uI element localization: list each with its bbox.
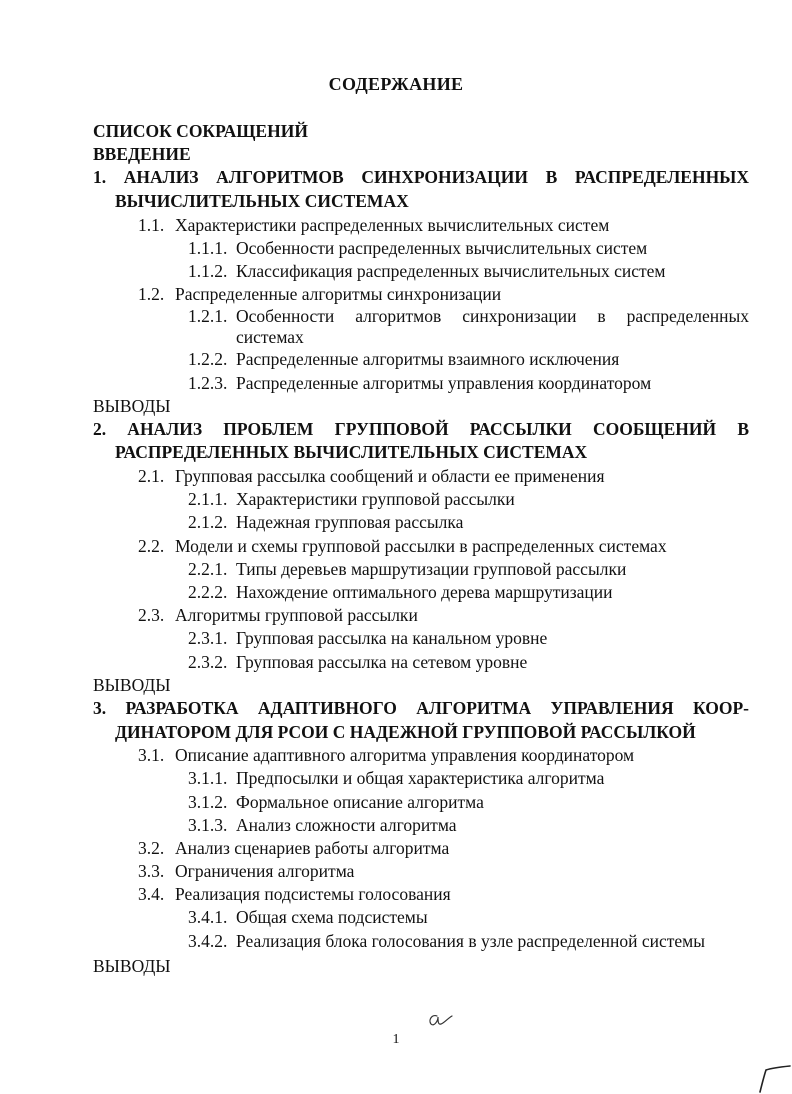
toc-section[interactable]	[93, 283, 749, 306]
subsection-number: 2.3.1.	[188, 628, 228, 649]
toc-section[interactable]	[93, 604, 749, 627]
toc-conclusions[interactable]: ВЫВОДЫ	[93, 674, 171, 695]
subsection-title: Нахождение оптимального дерева маршрутизации	[236, 582, 613, 602]
section-number: 3.4.	[138, 884, 165, 905]
subsection-number: 2.1.1.	[188, 489, 228, 510]
section-number: 3.2.	[138, 837, 165, 858]
subsection-title-line1: Особенности алгоритмов синхронизации в распределенных	[236, 306, 749, 327]
page-title: СОДЕРЖАНИЕ	[328, 74, 464, 94]
subsection-number: 2.2.1.	[188, 558, 228, 579]
toc-subsection[interactable]	[93, 558, 749, 581]
handwritten-initial-mark	[425, 1007, 455, 1033]
toc-introduction[interactable]: ВВЕДЕНИЕ	[93, 144, 191, 165]
chapter-title-line1: 3. РАЗРАБОТКА АДАПТИВНОГО АЛГОРИТМА УПРАВЛЕНИЯ КООР-	[93, 697, 749, 718]
section-title: Распределенные алгоритмы синхронизации	[175, 284, 502, 305]
toc-chapter-2[interactable]	[93, 418, 749, 465]
section-number: 3.1.	[138, 745, 165, 766]
toc-section[interactable]	[93, 837, 749, 860]
section-title: Описание адаптивного алгоритма управления координатором	[175, 745, 635, 766]
toc-section[interactable]	[93, 744, 749, 767]
subsection-number: 2.3.2.	[188, 651, 228, 672]
toc-subsection[interactable]	[93, 906, 749, 929]
subsection-title: Формальное описание алгоритма	[236, 791, 484, 812]
subsection-title: Типы деревьев маршрутизации групповой рассылки	[236, 558, 627, 579]
subsection-number: 3.4.2.	[188, 930, 228, 951]
chapter-title-line2: ВЫЧИСЛИТЕЛЬНЫХ СИСТЕМАХ	[115, 190, 409, 211]
subsection-title: Характеристики групповой рассылки	[236, 489, 515, 510]
subsection-number: 1.1.1.	[188, 237, 228, 258]
toc-subsection[interactable]	[93, 814, 749, 837]
toc-chapter-1[interactable]	[93, 166, 749, 213]
section-title: Групповая рассылка сообщений и области ее применения	[175, 466, 605, 487]
toc-section[interactable]	[93, 860, 749, 883]
subsection-title: Надежная групповая рассылка	[236, 512, 464, 533]
chapter-title-line1: 1. АНАЛИЗ АЛГОРИТМОВ СИНХРОНИЗАЦИИ В РАСПРЕДЕЛЕННЫХ	[93, 167, 749, 188]
toc-conclusions[interactable]: ВЫВОДЫ	[93, 395, 171, 416]
subsection-number: 1.2.2.	[188, 349, 228, 370]
toc-abbreviations[interactable]: СПИСОК СОКРАЩЕНИЙ	[93, 121, 308, 141]
section-number: 2.2.	[138, 535, 165, 556]
subsection-title: Распределенные алгоритмы взаимного исключения	[236, 349, 620, 370]
subsection-number: 3.1.2.	[188, 791, 228, 812]
chapter-title-line1: 2. АНАЛИЗ ПРОБЛЕМ ГРУППОВОЙ РАССЫЛКИ СООБЩЕНИЙ В	[93, 418, 749, 439]
subsection-title: Распределенные алгоритмы управления координатором	[236, 372, 652, 393]
toc-section[interactable]	[93, 465, 749, 488]
subsection-number: 3.1.1.	[188, 768, 228, 789]
section-title: Характеристики распределенных вычислительных систем	[175, 214, 610, 235]
section-number: 2.1.	[138, 466, 165, 487]
subsection-number: 1.2.1.	[188, 306, 228, 327]
toc-subsection[interactable]	[93, 372, 749, 395]
toc-chapter-3[interactable]	[93, 697, 749, 744]
subsection-title: Классификация распределенных вычислительных систем	[236, 260, 666, 281]
toc-section[interactable]	[93, 883, 749, 906]
toc-subsection[interactable]	[93, 260, 749, 283]
section-number: 3.3.	[138, 861, 165, 882]
subsection-title-line2: системах	[236, 327, 304, 348]
subsection-title: Реализация блока голосования в узле распределенной системы	[236, 930, 705, 951]
section-title: Алгоритмы групповой рассылки	[175, 605, 418, 626]
chapter-title-line2: ДИНАТОРОМ ДЛЯ РСОИ С НАДЕЖНОЙ ГРУППОВОЙ РАССЫЛКОЙ	[115, 721, 696, 742]
subsection-title: Анализ сложности алгоритма	[236, 814, 457, 835]
toc-subsection[interactable]	[93, 237, 749, 260]
section-number: 1.1.	[138, 214, 165, 235]
toc-subsection[interactable]	[93, 581, 749, 604]
subsection-title: Общая схема подсистемы	[236, 907, 428, 928]
toc-section[interactable]	[93, 535, 749, 558]
toc-subsection[interactable]	[93, 651, 749, 674]
table-of-contents	[93, 120, 749, 978]
subsection-title: Групповая рассылка на сетевом уровне	[236, 651, 528, 672]
section-title: Реализация подсистемы голосования	[175, 884, 451, 905]
corner-pen-mark	[756, 1058, 792, 1094]
subsection-number: 1.1.2.	[188, 260, 228, 281]
section-number: 2.3.	[138, 605, 165, 626]
toc-subsection[interactable]	[93, 791, 749, 814]
subsection-title: Особенности распределенных вычислительных систем	[236, 237, 648, 258]
toc-subsection[interactable]	[93, 511, 749, 534]
subsection-title: Предпосылки и общая характеристика алгоритма	[236, 768, 605, 789]
chapter-title-line2: РАСПРЕДЕЛЕННЫХ ВЫЧИСЛИТЕЛЬНЫХ СИСТЕМАХ	[115, 442, 588, 463]
section-number: 1.2.	[138, 284, 165, 305]
subsection-title: Групповая рассылка на канальном уровне	[236, 628, 548, 649]
toc-subsection[interactable]	[93, 767, 749, 790]
section-title: Анализ сценариев работы алгоритма	[175, 837, 450, 858]
page-number: 1	[392, 1032, 400, 1047]
subsection-number: 2.2.2.	[188, 582, 228, 602]
subsection-number: 1.2.3.	[188, 372, 228, 393]
toc-subsection[interactable]	[93, 930, 749, 953]
toc-subsection[interactable]	[93, 627, 749, 650]
section-title: Ограничения алгоритма	[175, 861, 355, 882]
subsection-number: 3.1.3.	[188, 814, 228, 835]
toc-subsection[interactable]	[93, 306, 749, 348]
subsection-number: 3.4.1.	[188, 907, 228, 928]
toc-section[interactable]	[93, 214, 749, 237]
toc-subsection[interactable]	[93, 488, 749, 511]
toc-subsection[interactable]	[93, 348, 749, 371]
section-title: Модели и схемы групповой рассылки в распределенных системах	[175, 535, 667, 556]
subsection-number: 2.1.2.	[188, 512, 228, 533]
toc-conclusions[interactable]: ВЫВОДЫ	[93, 955, 171, 976]
